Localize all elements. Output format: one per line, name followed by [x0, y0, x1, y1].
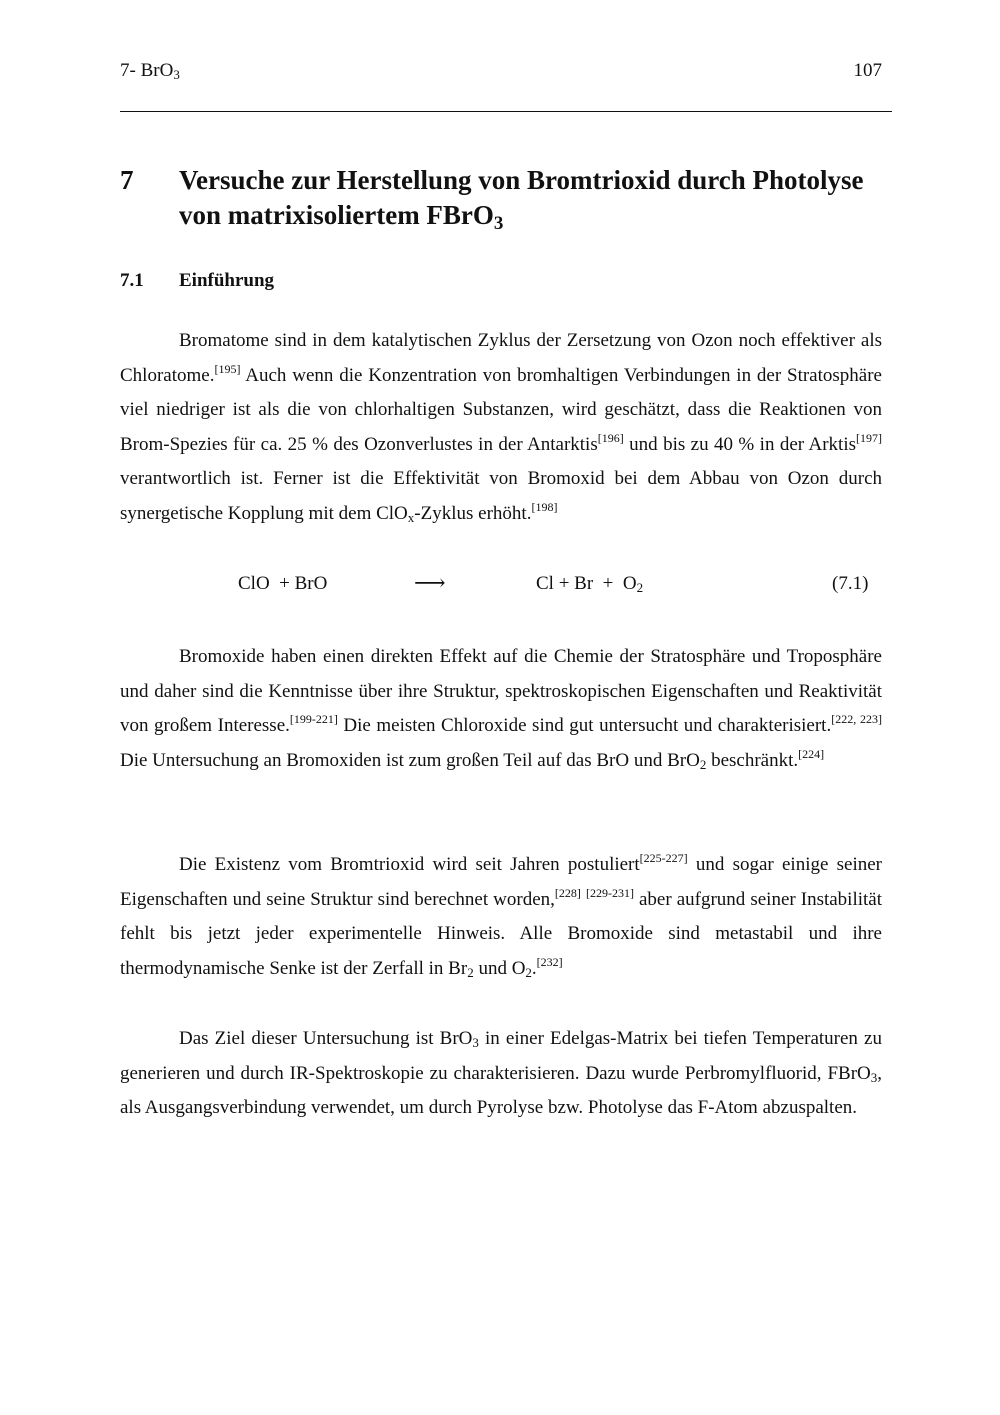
- paragraph-2: Bromoxide haben einen direkten Effekt auf die Chemie der Stratosphäre und Troposphäre und daher sind die Kenntnisse über ihre Struktur, spektroskopischen Eigenschaften und Reaktivität von großem Interesse.[199-221] Die meisten Chloroxide sind gut untersucht und charakterisiert.[222, 223] Die Untersuchung an Bromoxiden ist zum großen Teil auf das BrO und BrO$_2$ beschränkt.[224]: [120, 646, 882, 772]
- citation: [229-231]: [585, 885, 634, 900]
- citation: [196]: [597, 430, 624, 445]
- chapter-title: Versuche zur Herstellung von Bromtrioxid durch Photolyse von matrixisoliertem FBrO$_3$: [179, 165, 864, 234]
- citation: [222, 223]: [831, 712, 882, 727]
- equation-lhs: ClO + BrO: [238, 573, 328, 594]
- chapter-number: 7: [120, 165, 134, 195]
- citation: [228]: [554, 885, 581, 900]
- equation-label: (7.1): [832, 573, 869, 594]
- citation: [198]: [531, 499, 558, 514]
- equation-rhs: $Cl + Br + O_2$: [536, 573, 644, 595]
- header-rule: [120, 111, 892, 112]
- section-number: 7.1: [120, 270, 144, 291]
- section-title: Einführung: [179, 270, 275, 291]
- citation: [199-221]: [289, 712, 338, 727]
- header-chapter-label: 7- BrO$_3$: [120, 60, 180, 82]
- reaction-arrow: ⟶: [414, 570, 446, 595]
- citation: [195]: [214, 361, 241, 376]
- citation: [225-227]: [639, 851, 688, 865]
- paragraph-1: Bromatome sind in dem katalytischen Zyklus der Zersetzung von Ozon noch effektiver als Chloratome.[195] Auch wenn die Konzentration von bromhaltigen Verbindungen in der Stratosphäre viel niedriger ist als die von chlorhaltigen Substanzen, wird geschätzt, dass die Reaktionen von Brom-Spezies für ca. 25 % des Ozonverlustes in der Antarktis[196] und bis zu 40 % in der Arktis[197] verantwortlich ist. Ferner ist die Effektivität von Bromoxid bei dem Abbau von Ozon durch synergetische Kopplung mit dem ClO$_x$-Zyklus erhöht.[198]: [120, 330, 882, 525]
- citation: [224]: [798, 746, 825, 761]
- paragraph-4: Das Ziel dieser Untersuchung ist BrO$_3$ in einer Edelgas-Matrix bei tiefen Temperaturen zu generieren und durch IR-Spektroskopie zu charakterisieren. Dazu wurde Perbromylfluorid, FBrO$_3$, als Ausgangsverbindung verwendet, um durch Pyrolyse bzw. Photolyse das F-Atom abzuspalten.: [120, 1028, 882, 1119]
- page-number: 107: [853, 60, 882, 81]
- paragraph-3: Die Existenz vom Bromtrioxid wird seit Jahren postuliert[225-227] und sogar einige seiner Eigenschaften und seine Struktur sind berechnet worden,[228] [229-231] aber aufgrund seiner Instabilität fehlt bis jetzt jeder experimentelle Hinweis. Alle Bromoxide sind metastabil und ihre thermodynamische Senke ist der Zerfall in $Br_2$ und $O_2.[232]$: [120, 851, 883, 980]
- citation: [197]: [856, 430, 882, 445]
- citation: [232]: [536, 954, 563, 969]
